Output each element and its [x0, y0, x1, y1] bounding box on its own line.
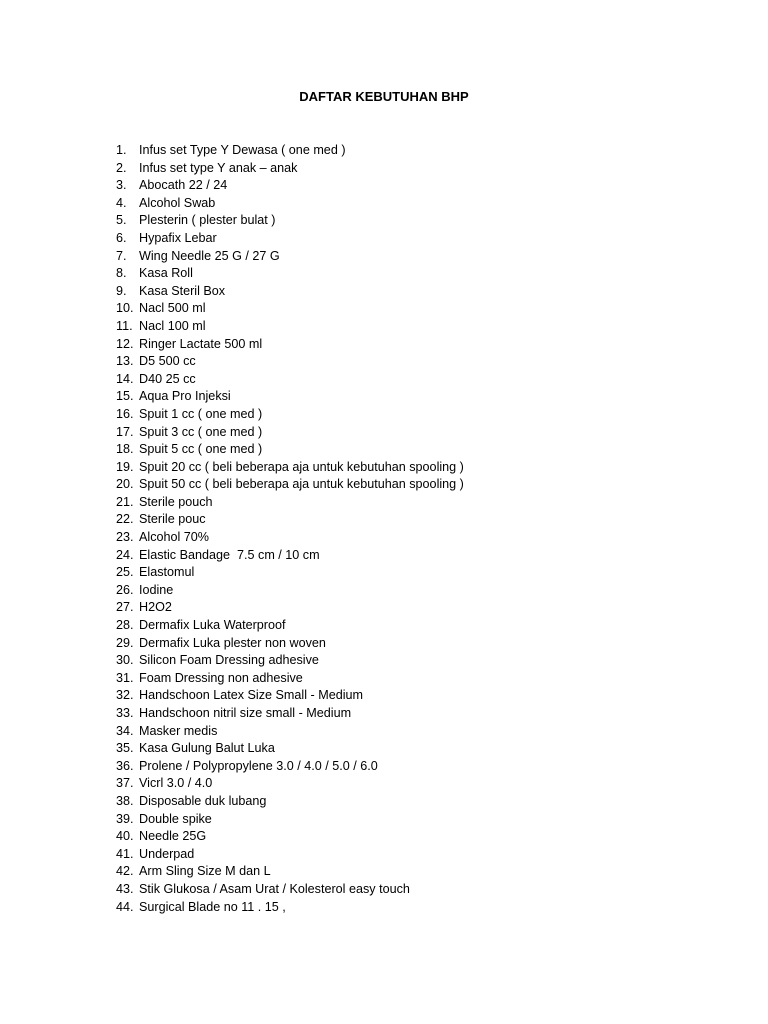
item-number: 24. — [116, 547, 134, 562]
list-item — [116, 547, 464, 565]
item-number: 33. — [116, 706, 134, 720]
item-text: Dermafix Luka plester non woven — [139, 635, 326, 650]
item-text: Alcohol Swab — [139, 195, 216, 210]
list-item — [116, 564, 464, 582]
item-text: D40 25 cc — [139, 371, 196, 386]
item-text: Alcohol 70% — [139, 530, 210, 545]
item-number: 6. — [116, 230, 127, 245]
item-text: Nacl 500 ml — [139, 301, 206, 316]
item-number: 25. — [116, 565, 134, 580]
list-item — [116, 142, 464, 160]
item-text: Kasa Steril Box — [139, 283, 226, 298]
list-item — [116, 195, 464, 213]
list-item — [116, 318, 464, 336]
item-number: 13. — [116, 354, 134, 369]
list-item — [116, 248, 464, 266]
item-number: 5. — [116, 213, 127, 228]
item-text: Elastic Bandage 7.5 cm / 10 cm — [139, 547, 320, 562]
list-item — [116, 283, 464, 301]
item-text: Iodine — [139, 582, 174, 597]
list-item — [116, 899, 464, 917]
item-number: 32. — [116, 688, 134, 703]
list-item — [116, 863, 464, 881]
list-item — [116, 723, 464, 741]
item-text: Needle 25G — [139, 829, 207, 844]
item-text: H2O2 — [139, 600, 172, 615]
item-number: 39. — [116, 811, 134, 826]
list-item — [116, 705, 464, 723]
item-text: Infus set type Y anak – anak — [139, 160, 298, 175]
item-number: 11. — [116, 318, 133, 333]
item-number: 28. — [116, 618, 134, 633]
list-item — [116, 424, 464, 442]
item-number: 44. — [116, 899, 134, 914]
list-item — [116, 881, 464, 899]
item-number: 38. — [116, 793, 134, 808]
list-item — [116, 177, 464, 195]
list-item — [116, 793, 464, 811]
item-number: 42. — [116, 864, 134, 879]
item-text: Hypafix Lebar — [139, 230, 217, 245]
item-text: Plesterin ( plester bulat ) — [139, 213, 276, 228]
list-item — [116, 511, 464, 529]
item-number: 31. — [116, 670, 134, 685]
item-number: 3. — [116, 178, 127, 193]
item-text: Aqua Pro Injeksi — [139, 389, 231, 404]
list-item — [116, 160, 464, 178]
item-number: 7. — [116, 248, 127, 263]
item-number: 43. — [116, 881, 134, 896]
item-number: 30. — [116, 653, 134, 668]
item-text: Kasa Gulung Balut Luka — [139, 741, 275, 756]
item-number: 8. — [116, 266, 127, 281]
item-text: Abocath 22 / 24 — [139, 178, 228, 193]
item-number: 26. — [116, 582, 134, 597]
item-text: Spuit 20 cc ( beli beberapa aja untuk kebutuhan spooling ) — [139, 459, 464, 474]
item-number: 34. — [116, 723, 134, 738]
list-item — [116, 758, 464, 776]
item-text: Sterile pouc — [139, 512, 206, 527]
list-item — [116, 388, 464, 406]
item-number: 29. — [116, 635, 134, 650]
list-item — [116, 670, 464, 688]
item-text: Sterile pouch — [139, 494, 213, 509]
item-text: Handschoon Latex Size Small - Medium — [139, 688, 363, 703]
item-text: Foam Dressing non adhesive — [139, 670, 303, 685]
list-item — [116, 529, 464, 547]
item-number: 10. — [116, 301, 134, 316]
item-number: 35. — [116, 741, 134, 756]
item-text: Kasa Roll — [139, 266, 193, 281]
item-text: Disposable duk lubang — [139, 793, 267, 808]
list-item — [116, 406, 464, 424]
item-text: Wing Needle 25 G / 27 G — [139, 248, 280, 263]
item-text: Spuit 3 cc ( one med ) — [139, 424, 263, 439]
item-number: 37. — [116, 776, 134, 791]
item-text: Nacl 100 ml — [139, 318, 206, 333]
item-text: Prolene / Polypropylene 3.0 / 4.0 / 5.0 / 6.0 — [139, 758, 378, 773]
list-item — [116, 617, 464, 635]
item-number: 12. — [116, 336, 134, 351]
item-text: Masker medis — [139, 723, 218, 738]
item-text: Spuit 50 cc ( beli beberapa aja untuk kebutuhan spooling ) — [139, 477, 464, 492]
list-item — [116, 635, 464, 653]
item-number: 1. — [116, 143, 127, 157]
list-item — [116, 652, 464, 670]
list-item — [116, 599, 464, 617]
item-number: 2. — [116, 160, 127, 175]
item-text: Spuit 1 cc ( one med ) — [139, 406, 263, 421]
item-text: Arm Sling Size M dan L — [139, 864, 271, 879]
item-text: Spuit 5 cc ( one med ) — [139, 442, 263, 457]
list-item — [116, 775, 464, 793]
list-item — [116, 687, 464, 705]
item-text: Underpad — [139, 846, 195, 861]
list-item — [116, 353, 464, 371]
item-number: 20. — [116, 477, 134, 492]
list-item — [116, 300, 464, 318]
item-text: Infus set Type Y Dewasa ( one med ) — [139, 143, 346, 157]
list-item — [116, 230, 464, 248]
document-title: DAFTAR KEBUTUHAN BHP — [299, 89, 469, 104]
list-item — [116, 846, 464, 864]
item-text: Handschoon nitril size small - Medium — [139, 706, 352, 720]
item-number: 22. — [116, 512, 134, 527]
list-item — [116, 828, 464, 846]
item-text: Stik Glukosa / Asam Urat / Kolesterol easy touch — [139, 881, 410, 896]
item-number: 15. — [116, 389, 134, 404]
item-number: 16. — [116, 406, 134, 421]
item-text: Elastomul — [139, 565, 195, 580]
list-item — [116, 371, 464, 389]
item-number: 14. — [116, 371, 134, 386]
item-number: 21. — [116, 494, 134, 509]
item-number: 17. — [116, 424, 134, 439]
list-item — [116, 740, 464, 758]
item-number: 9. — [116, 283, 127, 298]
item-text: Dermafix Luka Waterproof — [139, 618, 286, 633]
list-item — [116, 265, 464, 283]
list-item — [116, 494, 464, 512]
item-number: 40. — [116, 829, 134, 844]
item-text: Double spike — [139, 811, 212, 826]
item-text: D5 500 cc — [139, 354, 196, 369]
item-number: 36. — [116, 758, 134, 773]
item-number: 41. — [116, 846, 134, 861]
list-item — [116, 441, 464, 459]
item-text: Silicon Foam Dressing adhesive — [139, 653, 319, 668]
item-text: Ringer Lactate 500 ml — [139, 336, 263, 351]
list-item — [116, 582, 464, 600]
item-number: 18. — [116, 442, 134, 457]
item-number: 19. — [116, 459, 134, 474]
item-text: Surgical Blade no 11 . 15 , — [139, 899, 286, 914]
list-item — [116, 212, 464, 230]
item-list — [116, 142, 464, 916]
list-item — [116, 476, 464, 494]
list-item — [116, 459, 464, 477]
item-number: 27. — [116, 600, 134, 615]
list-item — [116, 811, 464, 829]
list-item — [116, 336, 464, 354]
item-number: 23. — [116, 530, 134, 545]
item-text: Vicrl 3.0 / 4.0 — [139, 776, 213, 791]
item-number: 4. — [116, 195, 127, 210]
